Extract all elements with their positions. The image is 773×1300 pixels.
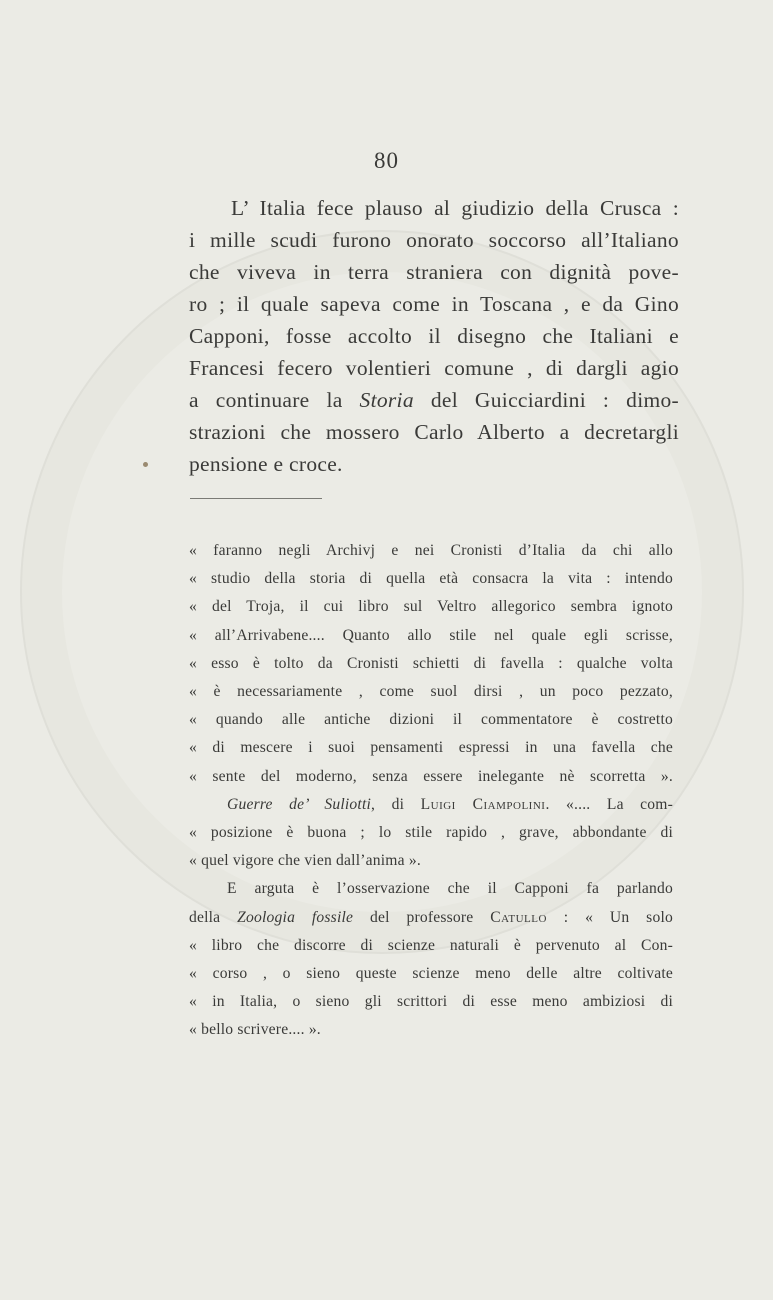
quote-line: « di mescere i suoi pensamenti espressi in una favella che: [189, 739, 673, 757]
quote-line: « corso , o sieno queste scienze meno delle altre coltivate: [189, 965, 673, 983]
quote-line: « del Troja, il cui libro sul Veltro allegorico sembra ignoto: [189, 598, 673, 616]
ink-speck: [143, 462, 148, 467]
quote-line: « quando alle antiche dizioni il commentatore è costretto: [189, 711, 673, 729]
quote-line: « studio della storia di quella età consacra la vita : intendo: [189, 570, 673, 588]
italic-title-storia: Storia: [359, 388, 414, 412]
text-line: L’ Italia fece plauso al giudizio della Crusca :: [231, 196, 679, 220]
catullo-line: E arguta è l’osservazione che il Capponi fa parlando: [227, 880, 673, 898]
main-paragraph: [189, 192, 679, 480]
guerre-line: [189, 791, 673, 819]
text-fragment: . «.... La com-: [545, 795, 673, 813]
text-line: Francesi fecero volentieri comune , di dargli agio: [189, 356, 679, 380]
text-line: che viveva in terra straniera con dignità pove-: [189, 260, 679, 284]
text-line: Capponi, fosse accolto il disegno che Italiani e: [189, 324, 679, 348]
text-fragment: a continuare la: [189, 388, 360, 412]
text-fragment: della: [189, 908, 238, 926]
text-line: pensione e croce.: [189, 452, 343, 476]
footnotes: [189, 537, 673, 1045]
quote-line: « quel vigore che vien dall’anima ».: [189, 852, 421, 870]
quote-line: « all’Arrivabene.... Quanto allo stile nel quale egli scrisse,: [189, 626, 673, 644]
text-line: strazioni che mossero Carlo Alberto a decretargli: [189, 420, 679, 444]
text-line: i mille scudi furono onorato soccorso all’Italiano: [189, 228, 679, 252]
author-name: Catullo: [490, 908, 547, 926]
text-line: ro ; il quale sapeva come in Toscana , e da Gino: [189, 292, 679, 316]
quote-line: « libro che discorre di scienze naturali è pervenuto al Con-: [189, 936, 673, 954]
text-line: [189, 384, 679, 416]
text-fragment: , di: [371, 795, 421, 813]
author-name: Luigi Ciampolini: [420, 795, 546, 813]
quote-line: « bello scrivere.... ».: [189, 1021, 321, 1039]
italic-title-guerre: Guerre de’ Suliotti: [227, 795, 372, 813]
italic-title-zoologia: Zoologia fossile: [237, 908, 354, 926]
text-fragment: : « Un solo: [546, 908, 673, 926]
text-fragment: del Guicciardini : dimo-: [413, 388, 679, 412]
quote-line: « posizione è buona ; lo stile rapido , grave, abbondante di: [189, 824, 673, 842]
page-number: 80: [374, 148, 399, 173]
footnote-separator-rule: [190, 498, 322, 499]
text-fragment: del professore: [353, 908, 491, 926]
quote-line: « è necessariamente , come suol dirsi , un poco pezzato,: [189, 683, 673, 701]
catullo-line: [189, 904, 673, 932]
quote-line: « sente del moderno, senza essere inelegante nè scorretta ».: [189, 767, 673, 785]
quote-line: « in Italia, o sieno gli scrittori di esse meno ambiziosi di: [189, 993, 673, 1011]
quote-line: « faranno negli Archivj e nei Cronisti d’Italia da chi allo: [189, 542, 673, 559]
quote-line: « esso è tolto da Cronisti schietti di favella : qualche volta: [189, 654, 673, 672]
